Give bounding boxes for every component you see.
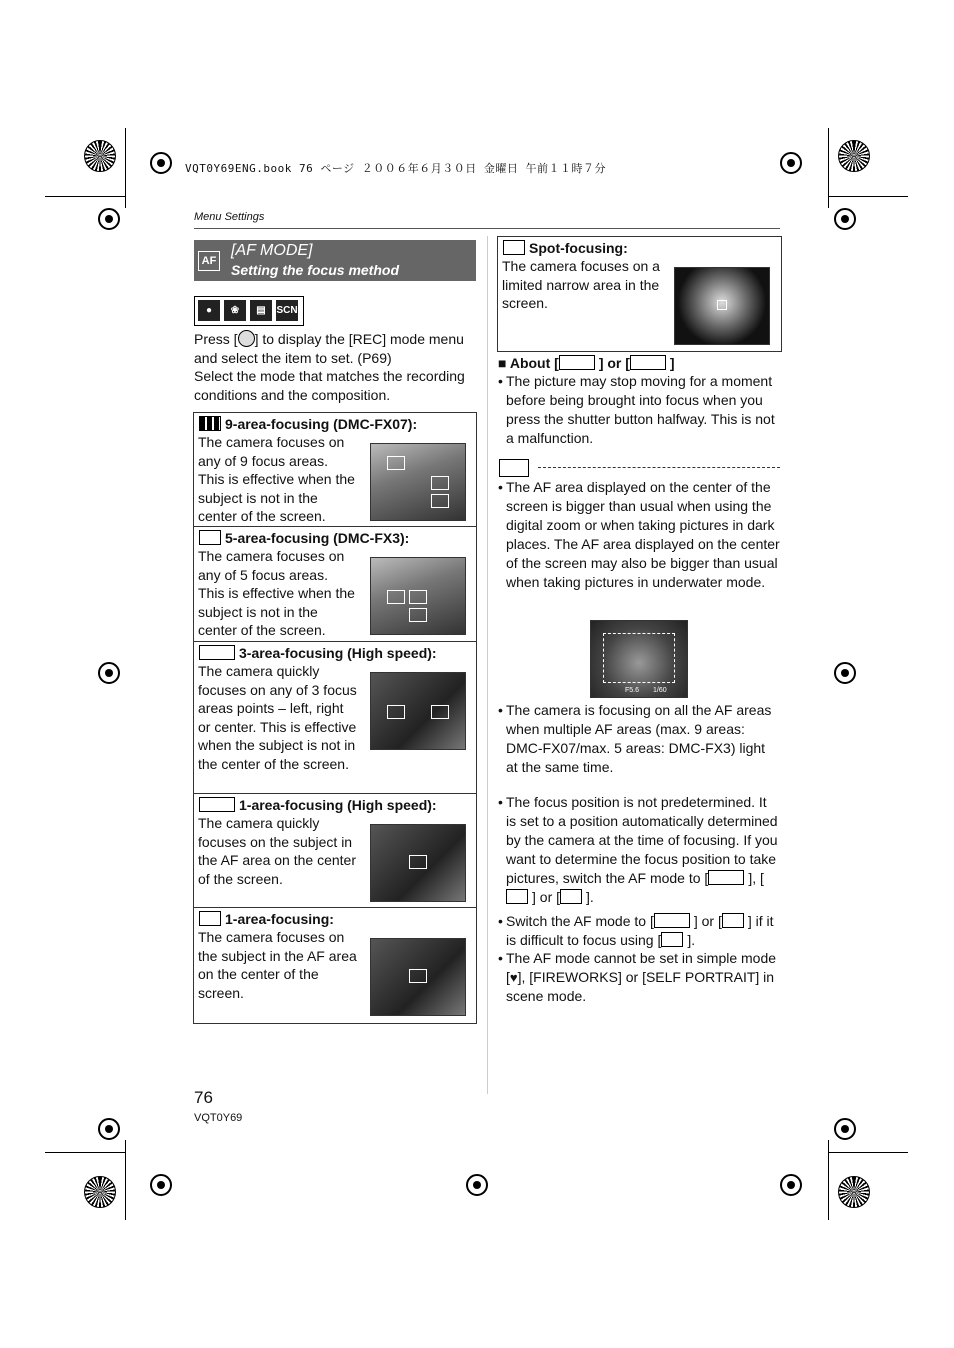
intro-text-b: ] to display the [REC] mode menu and select the item to set. (P69) [194,331,464,366]
about-heading-b: ] or [ [598,355,630,371]
three-area-hs-icon [559,355,595,370]
page-title-bar [194,240,476,281]
mode-5-area [193,526,477,642]
note-text [506,912,780,950]
five-area-icon [199,530,221,545]
crop-mark [125,1140,126,1220]
spot-af-frame [717,300,727,310]
note-text: The AF area displayed on the center of the screen is bigger than usual when using the digital zoom or when taking pictures in dark places. The AF area displayed on the center of the screen may also be bigger than usual when taking pictures in underwater mode. [506,479,780,590]
crop-mark [45,196,125,197]
note-text-b: ], [ [748,870,764,886]
af-area-frame [603,633,675,683]
spot-description: The camera focuses on a limited narrow area in the screen. [502,258,660,311]
bullet-dot: • [498,794,503,810]
mode-description: The camera quickly focuses on any of 3 focus areas points – left, right or center. This is effective when the subject is not in the center of the screen. [198,663,357,772]
sample-photo [370,557,466,635]
mode-heading [199,530,409,546]
crop-mark [828,1152,908,1153]
note-text-b: ] or [ [693,913,722,929]
mode-heading-text: 3-area-focusing (High speed): [239,645,437,661]
spot-icon [661,932,683,947]
note-bullet [498,478,780,592]
heart-icon: ♥ [509,970,518,985]
note-text-c: ] or [ [532,889,561,905]
registration-circle-icon [150,152,172,174]
about-bullet-text: The picture may stop moving for a moment before being brought into focus when you press the shutter button halfway. This is not a malfunction. [506,373,775,446]
scn-icon: SCN [276,300,298,321]
one-area-hs-icon [654,913,690,928]
mode-1-area-hs [193,793,477,908]
registration-circle-icon [98,662,120,684]
mode-3-area [193,641,477,794]
bullet-dot: • [498,913,503,929]
mode-description: The camera focuses on any of 5 focus areas. This is effective when the subject is not in the center of the screen. [198,548,355,638]
mode-description: The camera quickly focuses on the subject in the AF area on the center of the screen. [198,815,356,887]
note-bullet [498,701,780,777]
note-text-a: The focus position is not predetermined. It is set to a position automatically determined by the camera at the time of focusing. If you want to determine the focus position to take pictures, switch the AF mode to [ [506,794,778,886]
af-area-frame [387,590,405,604]
note-text-a: Switch the AF mode to [ [506,913,654,929]
spot-focusing-box [497,236,782,352]
intro-text [194,330,474,404]
mode-description: The camera focuses on the subject in the AF area on the center of the screen. [198,929,357,1001]
note-text [506,793,780,907]
registration-target-icon [838,140,870,172]
page-code: VQT0Y69 [194,1112,243,1124]
sample-photo [370,443,466,521]
registration-circle-icon [834,208,856,230]
aperture-readout: F5.6 [625,687,640,694]
macro-icon: ❀ [224,300,246,321]
mode-heading [199,911,334,927]
one-area-icon [199,911,221,926]
spot-heading-text: Spot-focusing: [529,240,628,256]
note-text-d: ]. [687,932,696,948]
sample-photo [370,938,466,1016]
bullet-dot: • [498,479,503,495]
sample-photo [370,672,466,750]
registration-target-icon [838,1176,870,1208]
menu-button-icon [238,330,255,347]
crop-mark [125,128,126,208]
spot-heading [503,240,628,256]
af-icon: AF [198,251,220,271]
af-area-frame [431,705,449,719]
af-area-frame [409,855,427,869]
spot-icon [560,889,582,904]
bullet-dot: • [498,950,503,966]
note-icon [499,459,529,477]
sample-photo [370,824,466,902]
nine-area-icon [199,416,221,431]
note-bullet [498,949,780,1006]
crop-mark [828,196,908,197]
section-label: Menu Settings [194,211,265,223]
about-heading-a: About [ [509,355,559,371]
spot-icon [503,240,525,255]
mode-heading-text: 5-area-focusing (DMC-FX3): [225,530,410,546]
registration-circle-icon [780,152,802,174]
mode-heading-text: 1-area-focusing (High speed): [239,797,437,813]
registration-circle-icon [98,208,120,230]
page-title: [AF MODE] [231,242,313,259]
about-heading: ■ About [ ] or [ ] [498,355,675,371]
af-area-frame [387,456,405,470]
mode-heading-text: 9-area-focusing (DMC-FX07): [225,416,418,432]
one-area-hs-icon [630,355,666,370]
crop-mark [45,1152,125,1153]
registration-circle-icon [780,1174,802,1196]
applicable-modes [194,296,304,326]
movie-icon: ▤ [250,300,272,321]
one-area-hs-icon [708,870,744,885]
mode-heading [199,645,437,661]
one-area-hs-icon [199,797,235,812]
header-rule [194,228,780,229]
note-bullet [498,912,780,950]
registration-circle-icon [466,1174,488,1196]
note-text-d: ]. [586,889,594,905]
registration-circle-icon [834,1118,856,1140]
mode-9-area [193,412,477,527]
intro-text-c: Select the mode that matches the recording conditions and the composition. [194,368,465,403]
mode-heading-text: 1-area-focusing: [225,911,334,927]
one-area-icon [722,913,744,928]
af-area-frame [409,608,427,622]
bullet-dot: • [498,702,503,718]
registration-circle-icon [834,662,856,684]
sample-photo-flower [674,267,770,345]
mode-1-area [193,907,477,1024]
note-dashes [538,467,780,468]
note-text-b: ], [FIREWORKS] or [SELF PORTRAIT] in scene mode. [506,969,775,1004]
about-bullet [498,372,780,448]
mode-description: The camera focuses on any of 9 focus areas. This is effective when the subject is not in the center of the screen. [198,434,355,524]
note-bullet [498,793,780,907]
page-number: 76 [194,1088,213,1107]
registration-circle-icon [98,1118,120,1140]
af-area-frame [387,705,405,719]
column-divider [487,236,488,1094]
shutter-readout: 1/60 [653,687,667,694]
about-heading-c: ] [669,355,675,371]
registration-circle-icon [150,1174,172,1196]
af-area-frame [409,969,427,983]
three-area-hs-icon [199,645,235,660]
af-area-frame [409,590,427,604]
registration-target-icon [84,140,116,172]
page-subtitle: Setting the focus method [231,262,399,278]
mode-heading [199,797,437,813]
registration-target-icon [84,1176,116,1208]
note-text: The camera is focusing on all the AF areas when multiple AF areas (max. 9 areas: DMC-FX07/max. 5 areas: DMC-FX3) light at the same time. [506,702,772,775]
af-area-frame [431,494,449,508]
print-header-line: VQT0Y69ENG.book 76 ページ ２００６年６月３０日 金曜日 午前１１時７分 [185,162,606,175]
camera-screen-sample [590,620,688,698]
bullet-dot: • [498,373,503,389]
af-area-frame [431,476,449,490]
note-text-c: ] if it is difficult to focus using [ [506,913,774,948]
note-text [506,949,780,1006]
one-area-icon [506,889,528,904]
mode-heading [199,416,417,432]
camera-icon: ● [198,300,220,321]
intro-text-a: Press [ [194,331,238,347]
note-text-a: The AF mode cannot be set in simple mode [ [506,950,777,985]
